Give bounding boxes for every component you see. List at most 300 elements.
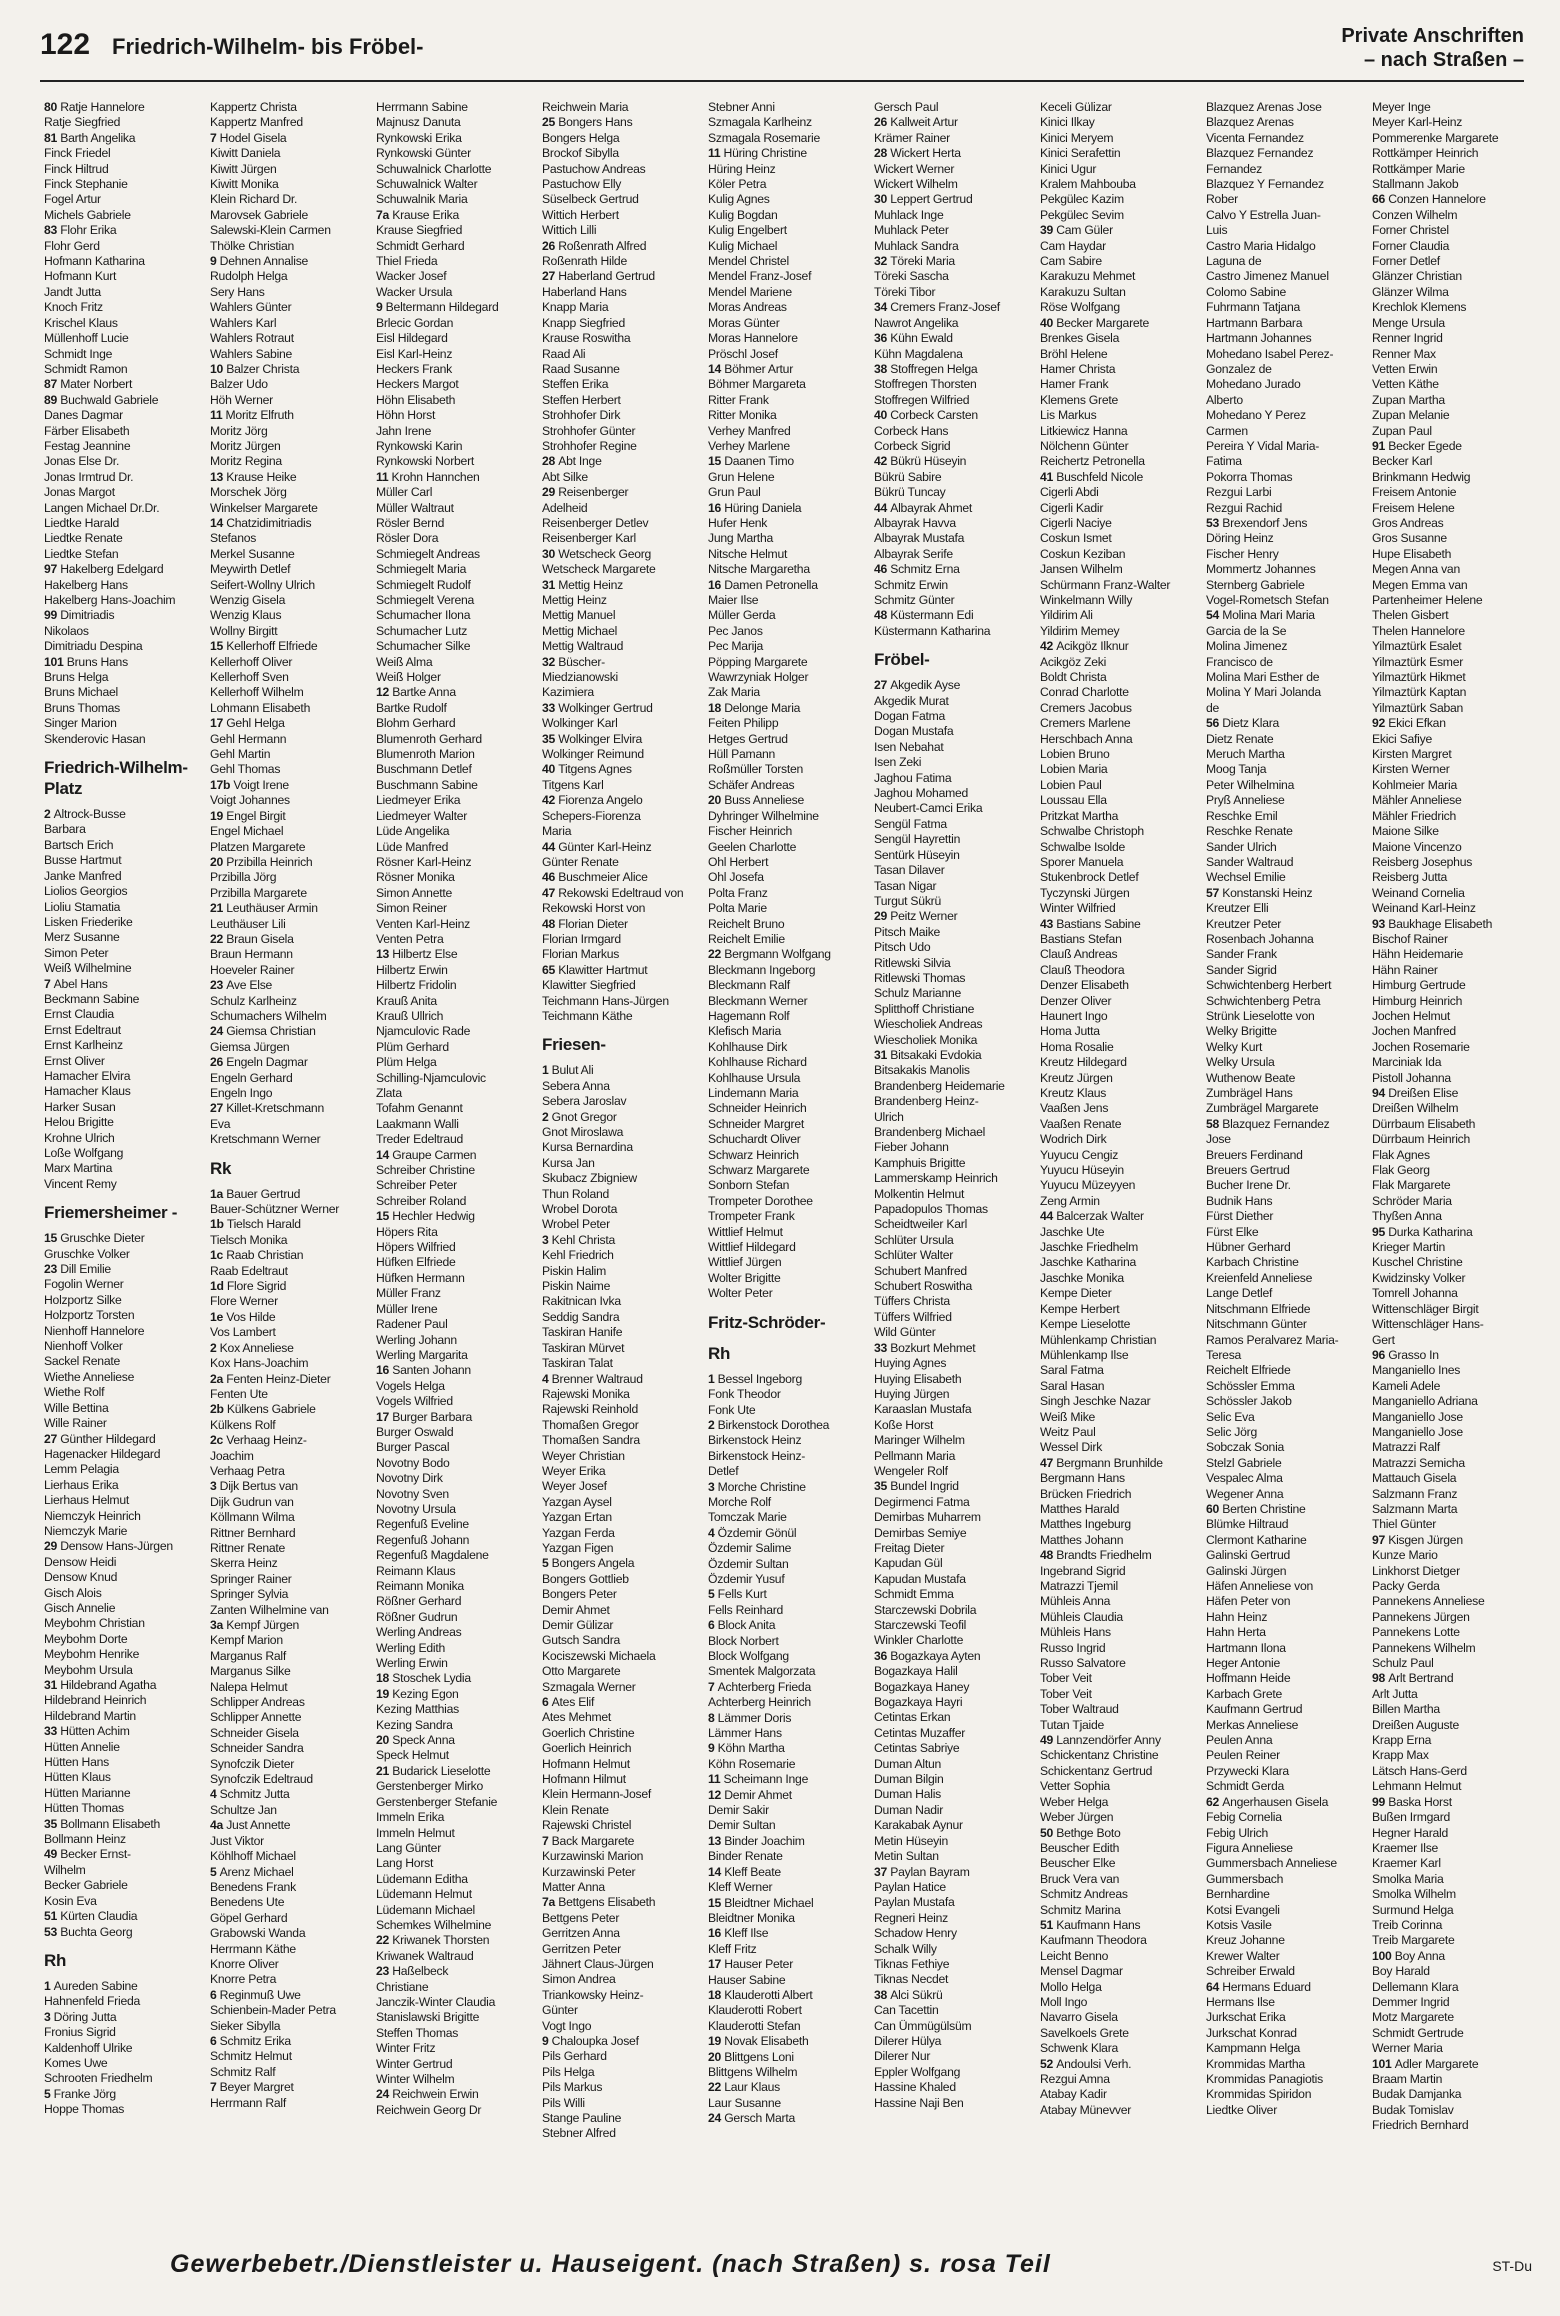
directory-entry (44, 331, 206, 346)
directory-entry (874, 1757, 1036, 1772)
resident-name: Arenz Michael (219, 1864, 294, 1879)
resident-name: Wille Bettina (44, 1400, 109, 1415)
house-number: 19 (708, 2034, 725, 2049)
resident-name: Rößner Gerhard (376, 1594, 462, 1609)
directory-entry (44, 2041, 206, 2056)
directory-entry (44, 254, 206, 269)
resident-name: Werling Erwin (376, 1656, 448, 1671)
resident-name: Florian Dieter (558, 916, 628, 931)
directory-entry (708, 254, 870, 269)
directory-entry (708, 1101, 870, 1116)
directory-entry (210, 1233, 372, 1248)
directory-entry (44, 946, 206, 961)
directory-entry (1040, 1656, 1202, 1671)
directory-entry (1372, 1240, 1534, 1255)
resident-name: Fenten Ute (210, 1386, 268, 1401)
directory-entry (542, 501, 704, 516)
resident-name: Stebner Alfred (542, 2126, 616, 2141)
directory-entry (1206, 1872, 1368, 1887)
directory-entry (1040, 531, 1202, 546)
directory-entry (542, 2080, 704, 2095)
resident-name: Andoulsi Verh. (1056, 2056, 1132, 2071)
resident-name: Kehl Christa (551, 1232, 616, 1247)
directory-entry (210, 1071, 372, 1086)
resident-name: Angerhausen Gisela (1222, 1794, 1329, 1809)
resident-name: Nikolaos (44, 623, 89, 638)
resident-name: Günter Renate (542, 854, 619, 869)
resident-name: Kraemer Ilse (1372, 1840, 1439, 1855)
resident-name: Karakuzu Sultan (1040, 284, 1126, 299)
directory-entry (210, 1024, 372, 1039)
directory-entry (1040, 1687, 1202, 1702)
directory-entry (1040, 1779, 1202, 1794)
directory-entry (542, 1479, 704, 1494)
house-number: 16 (708, 577, 725, 592)
resident-name: Densow Heidi (44, 1554, 117, 1569)
resident-name: Hamer Frank (1040, 377, 1109, 392)
directory-entry (708, 177, 870, 192)
directory-entry (376, 1055, 538, 1070)
directory-entry (1372, 516, 1534, 531)
directory-entry (708, 1255, 870, 1270)
directory-entry (874, 1387, 1036, 1402)
directory-entry (210, 285, 372, 300)
resident-name: Vetten Käthe (1372, 377, 1439, 392)
directory-entry (542, 2065, 704, 2080)
resident-name: Gehl Helga (226, 716, 285, 731)
directory-entry (542, 947, 704, 962)
directory-entry (1040, 1933, 1202, 1948)
resident-name: Densow Knud (44, 1570, 118, 1585)
resident-name: Novotny Bodo (376, 1455, 450, 1470)
resident-name: Weinand Karl-Heinz (1372, 901, 1476, 916)
resident-name: Weyer Erika (542, 1463, 606, 1478)
resident-name: Lierhaus Erika (44, 1477, 119, 1492)
resident-name: Knapp Siegfried (542, 315, 625, 330)
resident-name: Splitthoff Christiane (874, 1001, 975, 1016)
resident-name: Kleff Werner (708, 1880, 773, 1895)
directory-entry (376, 1656, 538, 1671)
directory-entry (376, 1903, 538, 1918)
directory-entry (44, 593, 206, 608)
directory-entry (1206, 1379, 1368, 1394)
resident-name: Schössler Jakob (1206, 1394, 1292, 1409)
resident-name: Merkas Anneliese (1206, 1717, 1299, 1732)
directory-entry (376, 1579, 538, 1594)
directory-entry (1040, 1071, 1202, 1086)
directory-entry (376, 1456, 538, 1471)
resident-name: Kapudan Gül (874, 1556, 943, 1571)
resident-name: Winter Wilhelm (376, 2072, 455, 2086)
directory-entry (1206, 624, 1368, 639)
resident-name: Jaschke Ute (1040, 1224, 1105, 1239)
directory-entry (708, 578, 870, 593)
resident-name: Tasan Dilaver (874, 863, 945, 878)
resident-name: Manganiello Jose (1372, 1424, 1463, 1439)
resident-name: Döring Heinz (1206, 531, 1274, 546)
directory-entry (376, 1379, 538, 1394)
resident-name: Moras Hannelore (708, 331, 798, 346)
resident-name: Bauer-Schützner Werner (210, 1202, 340, 1217)
directory-entry (1372, 2041, 1534, 2056)
resident-name: Kühn Ewald (890, 331, 953, 346)
resident-name: Novotny Sven (376, 1486, 449, 1501)
directory-entry (542, 547, 704, 562)
resident-name: Winkelmann Willy (1040, 593, 1133, 607)
directory-entry (210, 2003, 372, 2018)
directory-entry (1040, 2041, 1202, 2056)
resident-name: Verhaag Heinz- (226, 1433, 307, 1448)
resident-name: Köler Petra (708, 177, 767, 192)
resident-name: Schreiber Erwald (1206, 1964, 1295, 1979)
resident-name: Krapp Max (1372, 1748, 1429, 1763)
resident-name: Detlef (708, 1464, 739, 1479)
directory-entry (210, 1849, 372, 1864)
directory-entry (210, 1787, 372, 1802)
resident-name: Danes Dagmar (44, 408, 123, 423)
resident-name: Weber Jürgen (1040, 1810, 1114, 1825)
resident-name: Hüring Daniela (724, 500, 802, 515)
directory-entry (1372, 870, 1534, 885)
resident-name: Wahlers Sabine (210, 346, 293, 361)
resident-name: Lüdemann Helmut (376, 1887, 472, 1902)
house-number: 53 (1206, 515, 1223, 530)
directory-entry (1040, 1533, 1202, 1548)
resident-name: Freisem Helene (1372, 500, 1455, 515)
house-number: 6 (210, 1987, 220, 2002)
resident-name: Novotny Dirk (376, 1471, 443, 1486)
resident-name: Bleckmann Werner (708, 993, 808, 1008)
house-number: 15 (210, 639, 227, 654)
directory-entry (376, 2026, 538, 2041)
resident-name: Kraemer Karl (1372, 1856, 1441, 1871)
directory-entry (1372, 393, 1534, 408)
resident-name: Wolter Peter (708, 1286, 773, 1301)
directory-entry (1206, 1255, 1368, 1270)
resident-name: Polta Marie (708, 901, 767, 916)
resident-name: Mähler Friedrich (1372, 808, 1457, 823)
resident-name: Jahn Irene (376, 423, 432, 438)
resident-name: Reichelt Bruno (708, 916, 785, 931)
resident-name: Töreki Maria (890, 254, 955, 269)
house-number: 8 (708, 1710, 718, 1725)
resident-name: Duman Altun (874, 1756, 942, 1771)
resident-name: Dilerer Nur (874, 2049, 931, 2064)
directory-entry (210, 300, 372, 315)
resident-name: Sebera Anna (542, 1078, 610, 1093)
resident-name: Schmiegelt Maria (376, 562, 467, 577)
directory-entry (1372, 1317, 1534, 1332)
directory-entry (1040, 208, 1202, 223)
resident-name: Wetscheck Margarete (542, 562, 656, 577)
directory-entry (1372, 1733, 1534, 1748)
directory-entry (44, 1054, 206, 1069)
directory-entry (44, 1509, 206, 1524)
resident-name: Finck Stephanie (44, 177, 128, 192)
resident-name: Bruck Vera van (1040, 1871, 1120, 1886)
resident-name: Tüffers Christa (874, 1294, 950, 1309)
house-number: 11 (376, 469, 392, 484)
directory-entry (376, 1024, 538, 1039)
directory-entry (376, 2010, 538, 2025)
resident-name: Stefanos (210, 531, 257, 546)
house-number: 9 (376, 300, 386, 315)
directory-entry (542, 1079, 704, 1094)
house-number: 19 (376, 1686, 393, 1701)
resident-name: Klein Renate (542, 1802, 609, 1817)
resident-name: Abel Hans (53, 976, 108, 991)
directory-entry (874, 1818, 1036, 1833)
resident-name: Heckers Margot (376, 377, 459, 392)
directory-entry (210, 1926, 372, 1941)
directory-entry (1372, 1255, 1534, 1270)
directory-entry (1206, 1641, 1368, 1656)
directory-entry (874, 863, 1036, 878)
resident-name: Duman Nadir (874, 1802, 944, 1817)
directory-entry (1040, 439, 1202, 454)
resident-name: Pekgülec Sevim (1040, 207, 1124, 222)
resident-name: Meyer Inge (1372, 100, 1431, 114)
directory-entry (44, 1709, 206, 1724)
resident-name: Bettgens Peter (542, 1910, 620, 1925)
directory-entry (708, 1148, 870, 1163)
directory-entry (1372, 1148, 1534, 1163)
directory-entry (708, 1865, 870, 1880)
directory-entry (1206, 239, 1368, 254)
street-heading: Friedrich-Wilhelm-Platz (44, 758, 188, 799)
directory-entry (44, 285, 206, 300)
directory-entry (1372, 578, 1534, 593)
resident-name: Kinici Meryem (1040, 130, 1114, 145)
directory-entry (376, 208, 538, 223)
directory-entry (44, 454, 206, 469)
directory-entry (210, 115, 372, 130)
resident-name: Bleidtner Monika (708, 1910, 795, 1925)
resident-name: Kehl Friedrich (542, 1248, 614, 1263)
directory-entry (1372, 177, 1534, 192)
directory-entry (708, 593, 870, 608)
directory-entry (708, 439, 870, 454)
resident-name: Schmitz Erika (219, 2033, 291, 2048)
directory-entry (1206, 1317, 1368, 1332)
resident-name: Gutsch Sandra (542, 1633, 621, 1648)
resident-name: Langen Michael Dr.Dr. (44, 500, 160, 515)
resident-name: Lioliu Stamatia (44, 899, 121, 914)
directory-entry (376, 501, 538, 516)
directory-entry (874, 100, 1036, 115)
directory-entry (376, 855, 538, 870)
resident-name: Przibilla Jörg (210, 870, 277, 885)
house-number: 99 (44, 608, 61, 623)
resident-name: Wahlers Rotraut (210, 331, 294, 346)
directory-entry (1206, 1440, 1368, 1455)
directory-entry (1206, 1086, 1368, 1101)
resident-name: Tielsch Harald (226, 1217, 301, 1232)
directory-entry (708, 1286, 870, 1301)
resident-name: Densow Hans-Jürgen (60, 1539, 173, 1554)
resident-name: Matter Anna (542, 1879, 605, 1894)
resident-name: Piskin Halim (542, 1263, 607, 1278)
directory-entry (1372, 1117, 1534, 1132)
directory-entry (1206, 608, 1368, 623)
directory-entry (1040, 1148, 1202, 1163)
resident-name: Wollny Birgitt (210, 623, 278, 638)
directory-entry (210, 1433, 372, 1448)
resident-name: Brenkes Gisela (1040, 331, 1120, 346)
directory-entry (210, 762, 372, 777)
directory-entry (376, 516, 538, 531)
directory-entry (1206, 1795, 1368, 1810)
directory-entry (874, 362, 1036, 377)
directory-entry (210, 886, 372, 901)
resident-name: Sery Hans (210, 284, 265, 299)
resident-name: Rajewski Monika (542, 1386, 630, 1401)
resident-name: Cremers Franz-Josef (890, 300, 1000, 315)
house-number: 3 (210, 1479, 220, 1494)
resident-name: Wiethe Rolf (44, 1385, 105, 1400)
directory-entry (44, 1925, 206, 1940)
resident-name: Demirbas Semiye (874, 1525, 967, 1540)
resident-name: Kapudan Mustafa (874, 1571, 966, 1586)
resident-name: Berten Christine (1222, 1501, 1306, 1516)
directory-entry (1040, 1225, 1202, 1240)
directory-entry (44, 1909, 206, 1924)
directory-entry (874, 1880, 1036, 1895)
resident-name: Schemkes Wilhelmine (376, 1917, 492, 1932)
directory-entry (44, 239, 206, 254)
directory-entry (1206, 2010, 1368, 2025)
directory-entry (376, 1071, 538, 1086)
resident-name: Braun Gisela (226, 931, 294, 946)
resident-name: Wickert Werner (874, 161, 955, 176)
directory-entry (874, 1140, 1036, 1155)
directory-entry (210, 578, 372, 593)
resident-name: Kellerhoff Sven (210, 670, 289, 685)
directory-entry (1372, 485, 1534, 500)
house-number: 23 (210, 978, 227, 993)
directory-entry (1206, 1625, 1368, 1640)
directory-entry (44, 977, 206, 992)
resident-name: Dilerer Hülya (874, 2033, 942, 2048)
directory-entry (44, 1231, 206, 1246)
directory-entry (210, 947, 372, 962)
resident-name: Schwichtenberg Herbert (1206, 978, 1332, 993)
directory-entry (376, 2072, 538, 2087)
directory-entry (542, 1757, 704, 1772)
resident-name: Vos Hilde (226, 1309, 276, 1324)
directory-entry (874, 740, 1036, 755)
directory-entry (210, 793, 372, 808)
directory-entry (542, 239, 704, 254)
directory-entry (542, 1664, 704, 1679)
directory-entry (1372, 1302, 1534, 1317)
directory-entry (1372, 1286, 1534, 1301)
directory-entry (874, 956, 1036, 971)
house-number: 34 (874, 300, 891, 315)
directory-entry (1372, 531, 1534, 546)
resident-name: Kellerhoff Elfriede (226, 639, 318, 654)
resident-name: Hartmann Johannes (1206, 331, 1312, 346)
resident-name: Bulut Ali (551, 1063, 594, 1078)
resident-name: Häfen Peter von (1206, 1594, 1291, 1609)
resident-name: Holzportz Torsten (44, 1308, 135, 1323)
directory-entry (874, 115, 1036, 130)
resident-name: Jaschke Katharina (1040, 1255, 1137, 1270)
resident-name: Wechsel Emilie (1206, 870, 1286, 885)
house-number: 28 (542, 454, 559, 469)
resident-name: Koße Horst (874, 1417, 934, 1432)
house-number: 26 (542, 238, 559, 253)
resident-name: Sander Frank (1206, 947, 1277, 962)
resident-name: Stoschek Lydia (392, 1671, 471, 1686)
directory-entry (210, 855, 372, 870)
directory-entry (1372, 778, 1534, 793)
directory-entry (1372, 947, 1534, 962)
directory-entry (708, 1449, 870, 1464)
directory-entry (1372, 963, 1534, 978)
resident-name: Demir Gülizar (542, 1618, 614, 1632)
directory-entry (1206, 1040, 1368, 1055)
resident-name: Bergmann Wolfgang (724, 947, 831, 962)
resident-name: Bollmann Elisabeth (60, 1816, 161, 1831)
resident-name: Lemm Pelagia (44, 1462, 119, 1477)
directory-entry (874, 2080, 1036, 2095)
resident-name: Külkens Rolf (210, 1417, 276, 1432)
resident-name: Beckmann Sabine (44, 991, 140, 1006)
directory-entry (44, 316, 206, 331)
resident-name: Roßmüller Torsten (708, 762, 804, 777)
directory-entry (44, 177, 206, 192)
directory-entry (1040, 870, 1202, 885)
resident-name: Ates Mehmet (542, 1710, 612, 1725)
resident-name: Laur Susanne (708, 2095, 781, 2110)
resident-name: Hagenacker Hildegard (44, 1446, 161, 1461)
directory-entry (1206, 963, 1368, 978)
resident-name: Alberto (1206, 392, 1243, 407)
directory-entry (874, 331, 1036, 346)
resident-name: Becker Gabriele (44, 1878, 128, 1893)
resident-name: Kox Anneliese (219, 1340, 294, 1355)
resident-name: Fenten Heinz-Dieter (226, 1371, 331, 1386)
directory-entry (44, 853, 206, 868)
directory-entry (542, 685, 704, 700)
directory-entry (210, 1710, 372, 1725)
directory-entry (44, 1324, 206, 1339)
resident-name: Abt Inge (558, 454, 602, 469)
resident-name: Karakuzu Mehmet (1040, 269, 1136, 284)
resident-name: Haßelbeck (392, 1964, 449, 1979)
directory-entry (210, 1757, 372, 1772)
directory-entry (542, 1356, 704, 1371)
directory-entry (44, 531, 206, 546)
directory-entry (708, 1942, 870, 1957)
directory-entry (1206, 146, 1368, 161)
resident-name: Liedtke Stefan (44, 546, 119, 561)
resident-name: Forner Detlef (1372, 254, 1440, 269)
directory-entry (1206, 994, 1368, 1009)
directory-entry (1040, 1086, 1202, 1101)
house-number: 50 (1040, 1825, 1057, 1840)
resident-name: Mettig Manuel (542, 608, 616, 623)
house-number: 16 (376, 1363, 393, 1378)
resident-name: Schlüter Walter (874, 1248, 954, 1263)
directory-entry (376, 593, 538, 608)
directory-entry (376, 1209, 538, 1224)
resident-name: Pec Janos (708, 623, 763, 638)
house-number: 65 (542, 962, 559, 977)
directory-entry (708, 485, 870, 500)
directory-entry (376, 1363, 538, 1378)
